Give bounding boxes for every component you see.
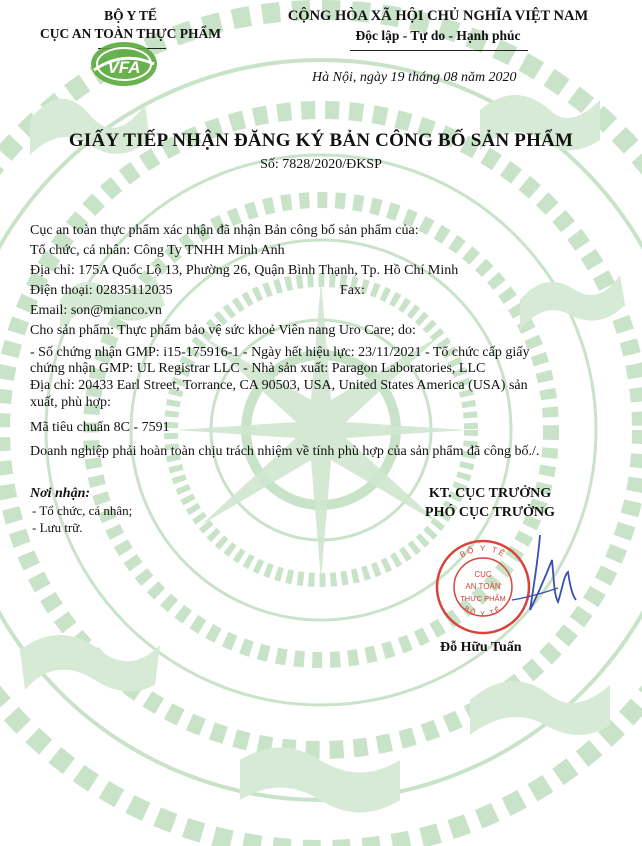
recipients-title: Nơi nhận:	[30, 486, 91, 501]
signature	[500, 530, 590, 620]
svg-text:BỘ Y TẾ	[463, 603, 504, 618]
standard-code: Mã tiêu chuẩn 8C - 7591	[30, 420, 170, 435]
country-name: CỘNG HÒA XÃ HỘI CHỦ NGHĨA VIỆT NAM	[287, 8, 589, 24]
signer-title-1: KT. CỤC TRƯỞNG	[428, 486, 552, 501]
organization-line: Tổ chức, cá nhân: Công Ty TNHH Minh Anh	[30, 243, 285, 258]
seal-line-3: THỰC PHẨM	[460, 594, 506, 603]
recipient-item: - Tổ chức, cá nhân;	[32, 503, 133, 518]
gmp-line-2: chứng nhận GMP: UL Registrar LLC - Nhà sản xuất: Paragon Laboratories, LLC	[30, 361, 486, 376]
signer-block	[400, 486, 580, 521]
signer-name: Đỗ Hữu Tuấn	[440, 640, 522, 655]
document-number: Số: 7828/2020/ĐKSP	[260, 157, 382, 172]
seal-ring-bottom: BỘ Y TẾ	[462, 605, 504, 619]
gmp-line-1: - Số chứng nhận GMP: i15-175916-1 - Ngày hết hiệu lực: 23/11/2021 - Tổ chức cấp giấy	[30, 345, 530, 360]
manufacturer-address-line-2: xuất, phù hợp:	[30, 395, 111, 410]
vfa-logo	[88, 40, 160, 88]
issue-date: Hà Nội, ngày 19 tháng 08 năm 2020	[312, 70, 517, 85]
agency-name: CỤC AN TOÀN THỰC PHẨM	[39, 26, 221, 41]
document-title: GIẤY TIẾP NHẬN ĐĂNG KÝ BẢN CÔNG BỐ SẢN PHẨM	[68, 130, 574, 151]
national-motto: Độc lập - Tự do - Hạnh phúc	[355, 28, 521, 43]
address-line: Địa chỉ: 175A Quốc Lộ 13, Phường 26, Quận Bình Thạnh, Tp. Hồ Chí Minh	[30, 263, 459, 278]
motto-underline	[350, 50, 528, 51]
manufacturer-address-line-1: Địa chỉ: 20433 Earl Street, Torrance, CA 90503, USA, United States America (USA) sản	[30, 378, 528, 393]
recipient-item: - Lưu trữ.	[32, 520, 83, 535]
phone-line: Điện thoại: 02835112035	[30, 283, 173, 298]
email-line: Email: son@mianco.vn	[30, 303, 162, 318]
ministry-header	[18, 8, 243, 42]
intro-line: Cục an toàn thực phẩm xác nhận đã nhận Bản công bố sản phẩm của:	[30, 223, 419, 238]
nation-header	[248, 8, 628, 44]
logo-text: VFA	[107, 58, 141, 77]
seal-line-2: AN TOÀN	[465, 582, 501, 591]
seal-line-1: CỤC	[474, 570, 492, 579]
seal-ring-top: BỘ Y TẾ	[458, 543, 508, 560]
responsibility-statement: Doanh nghiệp phải hoàn toàn chịu trách nhiệm về tính phù hợp của sản phẩm đã công bố./.	[30, 444, 540, 459]
product-line: Cho sản phẩm: Thực phẩm bảo vệ sức khoẻ Viên nang Uro Care; do:	[30, 323, 416, 338]
signer-title-2: PHÓ CỤC TRƯỞNG	[425, 505, 555, 520]
ministry-name: BỘ Y TẾ	[104, 8, 157, 23]
fax-line: Fax:	[340, 283, 365, 298]
